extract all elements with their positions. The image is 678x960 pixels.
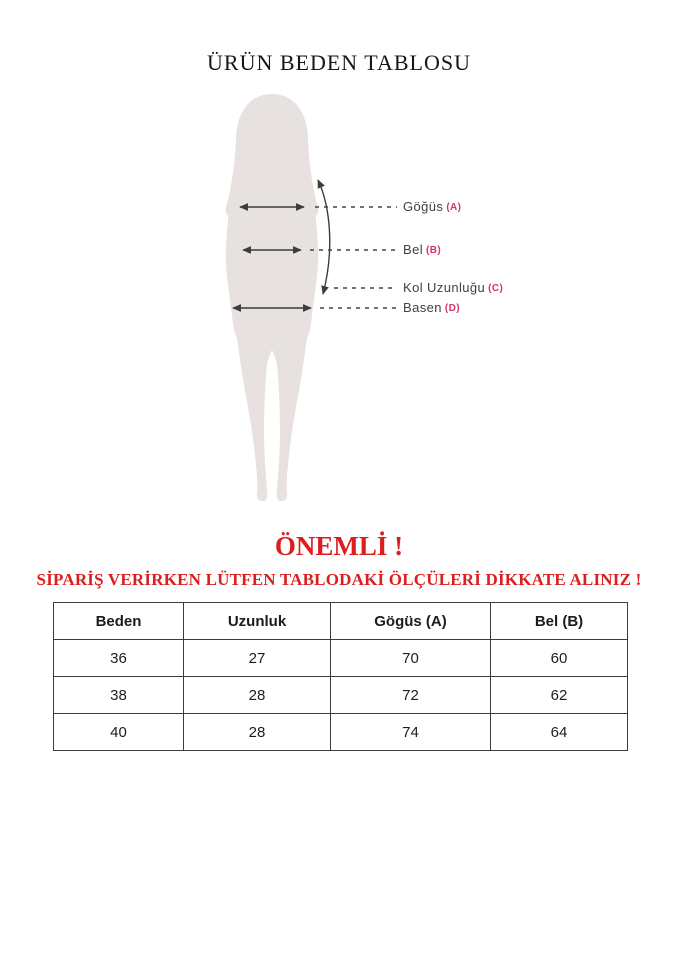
- measure-label-arm-length-text: Kol Uzunluğu: [403, 280, 486, 295]
- table-row: [54, 640, 628, 677]
- size-table: [53, 602, 628, 751]
- cell-chest: 70: [331, 640, 491, 677]
- header-beden: Beden: [54, 603, 184, 640]
- measure-letter-c: (C): [488, 283, 504, 294]
- measure-label-arm-length: [403, 279, 503, 297]
- cell-chest: 72: [331, 677, 491, 714]
- header-bel: Bel (B): [491, 603, 628, 640]
- arm-length-measure-arrow: [318, 180, 330, 294]
- measure-label-hip: [403, 299, 460, 317]
- cell-waist: 62: [491, 677, 628, 714]
- table-row: [54, 677, 628, 714]
- cell-size: 40: [54, 714, 184, 751]
- cell-length: 28: [184, 677, 331, 714]
- cell-length: 28: [184, 714, 331, 751]
- measure-label-waist-text: Bel: [403, 242, 423, 257]
- warning-text: SİPARİŞ VERİRKEN LÜTFEN TABLODAKİ ÖLÇÜLERİ DİKKATE ALINIZ !: [36, 570, 642, 589]
- measure-label-chest: [403, 198, 461, 216]
- cell-length: 27: [184, 640, 331, 677]
- important-heading: ÖNEMLİ !: [274, 531, 404, 561]
- cell-chest: 74: [331, 714, 491, 751]
- header-gogus: Gögüs (A): [331, 603, 491, 640]
- cell-waist: 60: [491, 640, 628, 677]
- measure-label-waist: [403, 241, 441, 259]
- measure-letter-d: (D): [444, 303, 460, 314]
- cell-waist: 64: [491, 714, 628, 751]
- measure-letter-b: (B): [426, 245, 442, 256]
- measure-label-hip-text: Basen: [403, 300, 442, 315]
- measure-label-chest-text: Göğüs: [403, 199, 444, 214]
- header-uzunluk: Uzunluk: [184, 603, 331, 640]
- cell-size: 38: [54, 677, 184, 714]
- cell-size: 36: [54, 640, 184, 677]
- body-silhouette: [226, 158, 318, 501]
- size-table-header-row: [54, 603, 628, 640]
- table-row: [54, 714, 628, 751]
- measure-letter-a: (A): [446, 202, 462, 213]
- page-title: ÜRÜN BEDEN TABLOSU: [207, 50, 471, 75]
